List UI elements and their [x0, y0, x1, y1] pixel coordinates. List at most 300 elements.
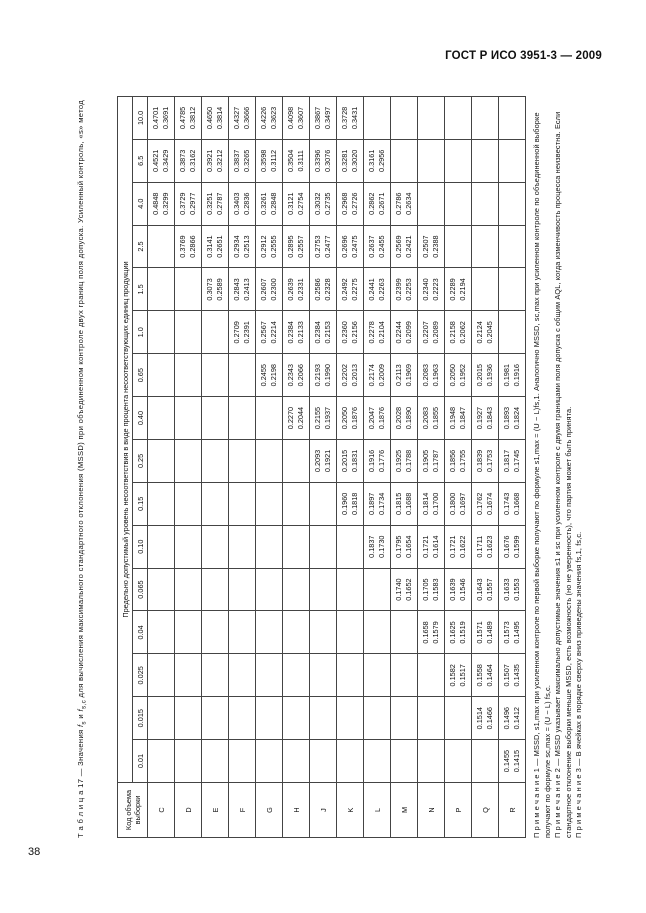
value-cell	[499, 740, 526, 783]
cell-value: 0.2475	[350, 235, 359, 258]
row-code: P	[445, 783, 472, 838]
cell-value: 0.2735	[323, 192, 332, 215]
cell-value: 0.1755	[458, 449, 467, 473]
level-header: 0.025	[133, 654, 148, 697]
cell-value: 0.2223	[431, 278, 440, 301]
value-cell	[391, 611, 418, 654]
cell-value: 0.4327	[232, 106, 242, 130]
table-row	[337, 97, 364, 838]
value-cell	[391, 697, 418, 740]
cell-value: 0.1800	[448, 492, 458, 515]
value-cell	[283, 225, 310, 268]
level-header: 4.0	[133, 182, 148, 225]
cell-value: 0.3814	[215, 106, 224, 130]
value-cell	[364, 440, 391, 483]
value-cell	[175, 740, 202, 783]
value-cell	[364, 482, 391, 525]
cell-value: 0.3032	[313, 192, 323, 215]
cell-value: 0.2726	[350, 192, 359, 215]
cell-value: 0.1495	[512, 621, 521, 644]
cell-value: 0.1788	[404, 449, 413, 473]
value-cell	[418, 182, 445, 225]
value-cell	[310, 397, 337, 440]
value-cell	[256, 440, 283, 483]
value-cell	[499, 311, 526, 354]
value-cell	[337, 740, 364, 783]
value-cell	[337, 311, 364, 354]
title-subscript-1: s	[80, 721, 88, 725]
value-cell	[499, 697, 526, 740]
cell-value: 0.3162	[188, 149, 197, 172]
cell-value: 0.1818	[350, 492, 359, 515]
cell-value: 0.1633	[502, 578, 512, 601]
value-cell	[310, 311, 337, 354]
value-cell	[364, 397, 391, 440]
value-cell	[256, 139, 283, 182]
value-cell	[256, 268, 283, 311]
value-cell	[391, 397, 418, 440]
value-cell	[445, 440, 472, 483]
cell-value: 0.1905	[421, 449, 431, 473]
value-cell	[202, 397, 229, 440]
value-cell	[229, 697, 256, 740]
cell-value: 0.2047	[367, 406, 377, 430]
cell-value: 0.3261	[259, 192, 269, 215]
cell-value: 0.1740	[394, 578, 404, 601]
value-cell	[472, 440, 499, 483]
cell-value: 0.1897	[367, 492, 377, 515]
cell-value: 0.2384	[313, 321, 323, 344]
value-cell	[472, 268, 499, 311]
cell-value: 0.1925	[394, 449, 404, 473]
value-cell	[202, 568, 229, 611]
value-cell	[445, 225, 472, 268]
cell-value: 0.1415	[512, 749, 521, 773]
cell-value: 0.1876	[350, 406, 359, 430]
title-symbol-f: f	[76, 724, 85, 728]
cell-value: 0.1582	[448, 664, 458, 687]
value-cell	[283, 397, 310, 440]
value-cell	[283, 354, 310, 397]
cell-value: 0.2607	[259, 278, 269, 301]
cell-value: 0.1815	[394, 492, 404, 515]
value-cell	[418, 568, 445, 611]
value-cell	[472, 397, 499, 440]
value-cell	[148, 268, 175, 311]
value-cell	[499, 182, 526, 225]
cell-value: 0.1658	[421, 621, 431, 644]
value-cell	[256, 354, 283, 397]
cell-value: 0.2513	[242, 235, 251, 258]
cell-value: 0.2013	[350, 364, 359, 387]
value-cell	[499, 482, 526, 525]
value-cell	[472, 139, 499, 182]
cell-value: 0.1730	[377, 535, 386, 558]
cell-value: 0.1705	[421, 578, 431, 601]
value-cell	[364, 525, 391, 568]
cell-value: 0.1688	[404, 492, 413, 515]
cell-value: 0.3161	[367, 149, 377, 172]
cell-value: 0.1921	[323, 449, 332, 473]
value-cell	[229, 440, 256, 483]
value-cell	[310, 225, 337, 268]
value-cell	[391, 740, 418, 783]
cell-value: 0.3112	[269, 149, 278, 172]
cell-value: 0.2709	[232, 321, 242, 344]
value-cell	[148, 482, 175, 525]
value-cell	[256, 97, 283, 140]
value-cell	[175, 268, 202, 311]
cell-value: 0.1455	[502, 749, 512, 773]
cell-value: 0.1676	[502, 535, 512, 558]
cell-value: 0.3598	[259, 149, 269, 172]
value-cell	[418, 225, 445, 268]
cell-value: 0.2399	[394, 278, 404, 301]
cell-value: 0.1839	[475, 449, 485, 473]
value-cell	[202, 354, 229, 397]
level-header: 0.15	[133, 482, 148, 525]
note-1: П р и м е ч а н и е 1 — MSSD, s1,max при усиленном контроле по первой выборке получают по формуле s1,max = (U − L)fs,1. Аналогично MSSD, sc,max при усиленном контроле по объединенной выборке получают по формуле sc,max = (U − L) fs,c.	[532, 112, 552, 838]
cell-value: 0.1507	[502, 664, 512, 687]
value-cell	[472, 354, 499, 397]
value-cell	[364, 611, 391, 654]
cell-value: 0.1847	[458, 406, 467, 430]
supra-header: Предельно допустимый уровень несоответствия в виде процента несоответствующих единиц продукции	[118, 97, 133, 783]
value-cell	[175, 525, 202, 568]
value-cell	[337, 697, 364, 740]
cell-value: 0.3623	[269, 106, 278, 130]
value-cell	[472, 740, 499, 783]
cell-value: 0.3299	[161, 192, 170, 215]
value-cell	[310, 525, 337, 568]
value-cell	[148, 182, 175, 225]
cell-value: 0.1435	[512, 664, 521, 687]
value-cell	[499, 139, 526, 182]
cell-value: 0.3281	[340, 149, 350, 172]
value-cell	[310, 97, 337, 140]
value-cell	[418, 139, 445, 182]
cell-value: 0.3076	[323, 149, 332, 172]
cell-value: 0.2270	[286, 406, 296, 430]
value-cell	[283, 525, 310, 568]
cell-value: 0.1517	[458, 664, 467, 687]
value-cell	[445, 97, 472, 140]
cell-value: 0.2862	[367, 192, 377, 215]
cell-value: 0.3691	[161, 106, 170, 130]
value-cell	[310, 440, 337, 483]
value-cell	[310, 697, 337, 740]
cell-value: 0.1824	[512, 406, 521, 430]
cell-value: 0.2388	[431, 235, 440, 258]
cell-value: 0.1952	[458, 364, 467, 387]
value-cell	[148, 525, 175, 568]
cell-value: 0.1519	[458, 621, 467, 644]
value-cell	[337, 397, 364, 440]
cell-value: 0.2328	[323, 278, 332, 301]
value-cell	[364, 654, 391, 697]
row-code: M	[391, 783, 418, 838]
cell-value: 0.2786	[394, 192, 404, 215]
value-cell	[175, 440, 202, 483]
value-cell	[283, 697, 310, 740]
row-code: K	[337, 783, 364, 838]
value-cell	[445, 525, 472, 568]
value-cell	[148, 697, 175, 740]
cell-value: 0.2278	[367, 321, 377, 344]
cell-value: 0.2104	[377, 321, 386, 344]
table-row	[310, 97, 337, 838]
value-cell	[148, 311, 175, 354]
cell-value: 0.1855	[431, 406, 440, 430]
cell-value: 0.2124	[475, 321, 485, 344]
cell-value: 0.2083	[421, 364, 431, 387]
cell-value: 0.2360	[340, 321, 350, 344]
cell-value: 0.3728	[340, 106, 350, 130]
cell-value: 0.1876	[377, 406, 386, 430]
value-cell	[445, 611, 472, 654]
title-conjunction: и	[76, 713, 85, 719]
table-row	[391, 97, 418, 838]
value-cell	[337, 97, 364, 140]
cell-value: 0.1963	[431, 364, 440, 387]
cell-value: 0.1579	[431, 621, 440, 644]
cell-value: 0.2384	[286, 321, 296, 344]
cell-value: 0.2787	[215, 192, 224, 215]
row-code: R	[499, 783, 526, 838]
rotated-content	[76, 88, 636, 838]
value-cell	[445, 268, 472, 311]
value-cell	[391, 97, 418, 140]
value-cell	[472, 225, 499, 268]
cell-value: 0.3607	[296, 106, 305, 130]
cell-value: 0.3121	[286, 192, 296, 215]
cell-value: 0.1711	[475, 535, 485, 558]
cell-value: 0.1496	[502, 707, 512, 730]
table-row	[229, 97, 256, 838]
value-cell	[175, 225, 202, 268]
value-cell	[202, 525, 229, 568]
value-cell	[310, 182, 337, 225]
level-header: 2.5	[133, 225, 148, 268]
cell-value: 0.3265	[242, 149, 251, 172]
cell-value: 0.2391	[242, 321, 251, 344]
value-cell	[310, 139, 337, 182]
cell-value: 0.2198	[269, 364, 278, 387]
value-cell	[445, 182, 472, 225]
cell-value: 0.2045	[485, 321, 494, 344]
cell-value: 0.4098	[286, 106, 296, 130]
cell-value: 0.1893	[502, 406, 512, 430]
cell-value: 0.2244	[394, 321, 404, 344]
cell-value: 0.2848	[269, 192, 278, 215]
cell-value: 0.3212	[215, 149, 224, 172]
cell-value: 0.4785	[178, 106, 188, 130]
cell-value: 0.4701	[151, 106, 161, 130]
cell-value: 0.1745	[512, 449, 521, 473]
value-cell	[445, 697, 472, 740]
cell-value: 0.2696	[340, 235, 350, 258]
cell-value: 0.1981	[502, 364, 512, 387]
cell-value: 0.1553	[512, 578, 521, 601]
table-row	[418, 97, 445, 838]
cell-value: 0.2753	[313, 235, 323, 258]
row-code: J	[310, 783, 337, 838]
value-cell	[310, 654, 337, 697]
value-cell	[418, 311, 445, 354]
cell-value: 0.3812	[188, 106, 197, 130]
cell-value: 0.1583	[431, 578, 440, 601]
cell-value: 0.2066	[296, 364, 305, 387]
cell-value: 0.2083	[421, 406, 431, 430]
cell-value: 0.2156	[350, 321, 359, 344]
cell-value: 0.1623	[485, 535, 494, 558]
value-cell	[472, 482, 499, 525]
value-cell	[337, 268, 364, 311]
value-cell	[256, 311, 283, 354]
value-cell	[391, 482, 418, 525]
cell-value: 0.2099	[404, 321, 413, 344]
value-cell	[229, 139, 256, 182]
value-cell	[472, 525, 499, 568]
level-header: 0.065	[133, 568, 148, 611]
value-cell	[256, 525, 283, 568]
value-cell	[229, 740, 256, 783]
value-cell	[202, 440, 229, 483]
value-cell	[148, 97, 175, 140]
table-row	[499, 97, 526, 838]
cell-value: 0.2934	[232, 235, 242, 258]
value-cell	[148, 225, 175, 268]
value-cell	[445, 397, 472, 440]
cell-value: 0.1787	[431, 449, 440, 473]
cell-value: 0.2089	[431, 321, 440, 344]
value-cell	[256, 611, 283, 654]
value-cell	[337, 568, 364, 611]
table-row	[175, 97, 202, 838]
title-subscript-2: s,c	[80, 699, 88, 710]
value-cell	[499, 97, 526, 140]
table-title-lead: Т а б л и ц а 17 — Значения	[76, 729, 85, 838]
level-header: 1.5	[133, 268, 148, 311]
cell-value: 0.1814	[421, 492, 431, 515]
value-cell	[229, 397, 256, 440]
value-cell	[418, 611, 445, 654]
cell-value: 0.2557	[296, 235, 305, 258]
cell-value: 0.2331	[296, 278, 305, 301]
row-code: L	[364, 783, 391, 838]
row-code: C	[148, 783, 175, 838]
value-cell	[256, 568, 283, 611]
cell-value: 0.2651	[215, 235, 224, 258]
value-cell	[418, 740, 445, 783]
cell-value: 0.3073	[205, 278, 215, 301]
value-cell	[472, 611, 499, 654]
cell-value: 0.3396	[313, 149, 323, 172]
cell-value: 0.1721	[448, 535, 458, 558]
value-cell	[229, 225, 256, 268]
cell-value: 0.2062	[458, 321, 467, 344]
cell-value: 0.2555	[269, 235, 278, 258]
level-header-row	[133, 97, 148, 838]
value-cell	[391, 311, 418, 354]
cell-value: 0.2912	[259, 235, 269, 258]
cell-value: 0.1916	[367, 449, 377, 473]
cell-value: 0.2634	[404, 192, 413, 215]
value-cell	[499, 654, 526, 697]
value-cell	[175, 97, 202, 140]
cell-value: 0.2015	[475, 364, 485, 387]
value-cell	[364, 139, 391, 182]
cell-value: 0.4848	[151, 192, 161, 215]
cell-value: 0.2275	[350, 278, 359, 301]
row-code: E	[202, 783, 229, 838]
cell-value: 0.2754	[296, 192, 305, 215]
cell-value: 0.3429	[161, 149, 170, 172]
level-header: 0.25	[133, 440, 148, 483]
table-body	[148, 97, 526, 838]
cell-value: 0.1753	[485, 449, 494, 473]
value-cell	[472, 568, 499, 611]
value-cell	[337, 354, 364, 397]
cell-value: 0.1990	[323, 364, 332, 387]
value-cell	[445, 654, 472, 697]
cell-value: 0.1625	[448, 621, 458, 644]
cell-value: 0.1464	[485, 664, 494, 687]
level-header: 0.04	[133, 611, 148, 654]
value-cell	[229, 611, 256, 654]
cell-value: 0.3769	[178, 235, 188, 258]
cell-value: 0.2413	[242, 278, 251, 301]
value-cell	[391, 525, 418, 568]
cell-value: 0.2455	[377, 235, 386, 258]
value-cell	[391, 354, 418, 397]
cell-value: 0.2009	[377, 364, 386, 387]
cell-value: 0.1843	[485, 406, 494, 430]
cell-value: 0.1697	[458, 492, 467, 515]
cell-value: 0.2133	[296, 321, 305, 344]
value-cell	[283, 740, 310, 783]
cell-value: 0.2207	[421, 321, 431, 344]
value-cell	[175, 611, 202, 654]
value-cell	[283, 654, 310, 697]
value-cell	[445, 740, 472, 783]
value-cell	[283, 440, 310, 483]
table-row	[256, 97, 283, 838]
value-cell	[418, 482, 445, 525]
value-cell	[283, 268, 310, 311]
value-cell	[445, 482, 472, 525]
cell-value: 0.3504	[286, 149, 296, 172]
cell-value: 0.2015	[340, 449, 350, 473]
cell-value: 0.3111	[296, 150, 305, 172]
value-cell	[337, 440, 364, 483]
value-cell	[202, 268, 229, 311]
cell-value: 0.1762	[475, 492, 485, 515]
value-cell	[175, 354, 202, 397]
value-cell	[499, 611, 526, 654]
value-cell	[148, 397, 175, 440]
value-cell	[337, 654, 364, 697]
value-cell	[337, 611, 364, 654]
cell-value: 0.2569	[394, 235, 404, 258]
value-cell	[175, 397, 202, 440]
value-cell	[175, 139, 202, 182]
cell-value: 0.2671	[377, 192, 386, 215]
row-code: G	[256, 783, 283, 838]
level-header: 6.5	[133, 139, 148, 182]
value-cell	[337, 139, 364, 182]
cell-value: 0.1558	[475, 664, 485, 687]
